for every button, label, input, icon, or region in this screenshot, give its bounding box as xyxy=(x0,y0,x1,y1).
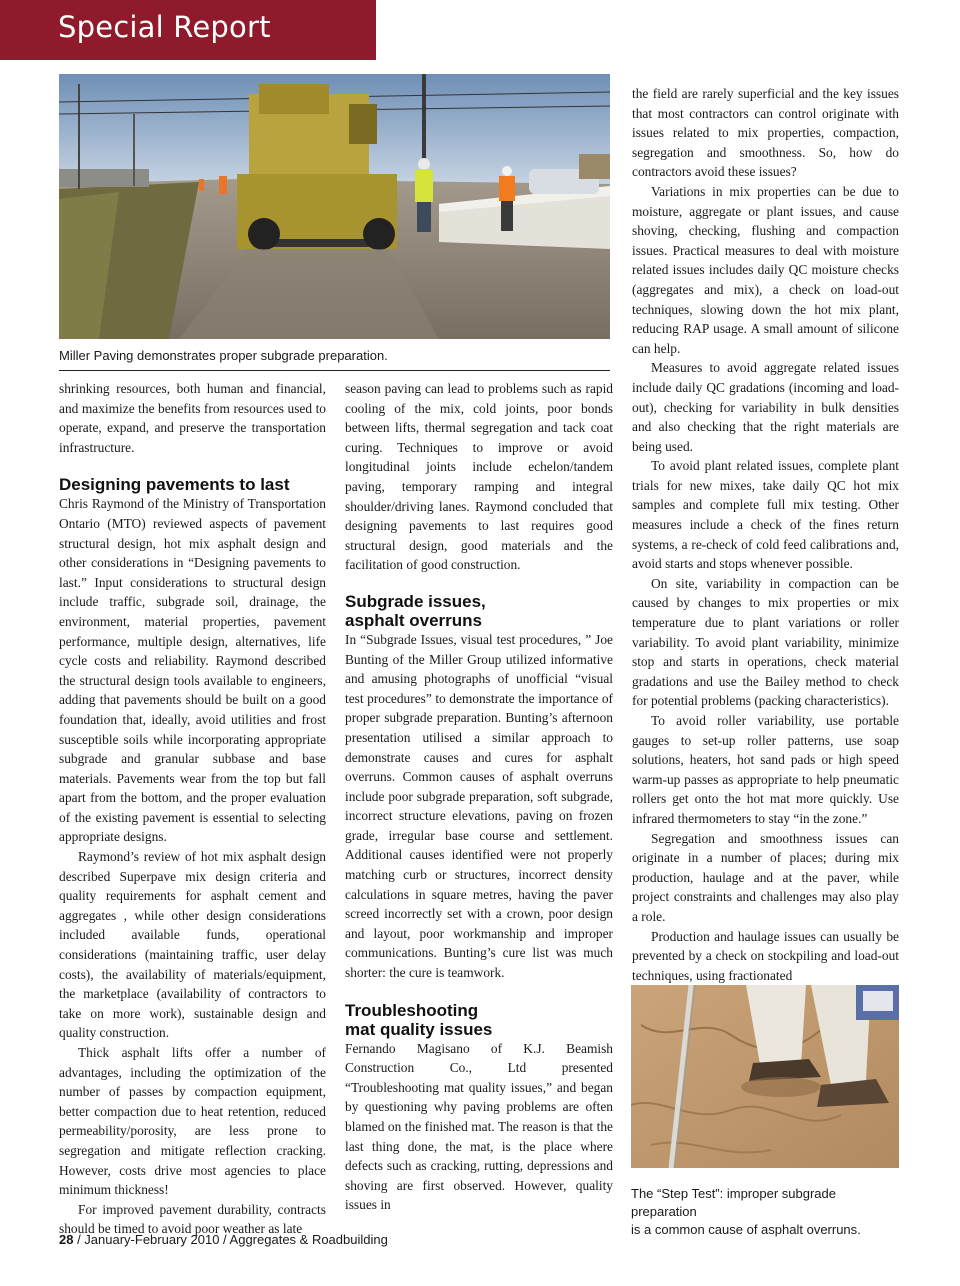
heading-line: Troubleshooting xyxy=(345,1000,479,1020)
caption-line: The “Step Test”: improper subgrade preparation xyxy=(631,1186,836,1219)
caption-divider xyxy=(59,370,610,371)
paragraph: the field are rarely superficial and the key issues that most contractors can control originate with issues related to mix properties, compaction, segregation and smoothness. So, how do contractors avoid these issues? xyxy=(632,86,899,180)
paragraph: To avoid roller variability, use portable gauges to set-up roller patterns, use soap solutions, heaters, hot sand pads or high speed warm-up passes as appropriate to help pneumatic rollers get onto the hot mat more quickly. Use infrared thermometers to stay “in the zone.” xyxy=(632,713,899,826)
heading-line: Subgrade issues, xyxy=(345,591,486,611)
section-label: Special Report xyxy=(58,10,271,44)
heading-line: mat quality issues xyxy=(345,1019,493,1039)
paving-photo-illustration xyxy=(59,74,610,339)
step-test-photo xyxy=(631,985,899,1168)
issue-info: / January-February 2010 / Aggregates & Roadbuilding xyxy=(73,1232,388,1247)
article-column-3 xyxy=(632,84,899,985)
article-column-1 xyxy=(59,379,326,1239)
paragraph: Measures to avoid aggregate related issues include daily QC gradations (incoming and load-out), checking for variability in bulk densities and also checking that the right materials are being used. xyxy=(632,360,899,454)
paragraph: Chris Raymond of the Ministry of Transportation Ontario (MTO) reviewed aspects of pavement structural design, hot mix asphalt design and other considerations in “Designing pavements to last.” Input considerations to structural design include traffic, subgrade soil, drainage, the environment, material properties, pavement performance, multiple design, alternatives, life cycle costs and reliability. Raymond described the structural design tools available to engineers, adding that pavements should be built on a good foundation that, ideally, avoid utilities and frost susceptible soils while incorporating appropriate subgrade and granular subbase and base materials. Pavements wear from the top but fall apart from the bottom, and the proper evaluation of the existing pavement is essential to selecting appropriate designs. xyxy=(59,496,326,845)
paragraph: In “Subgrade Issues, visual test procedures, ” Joe Bunting of the Miller Group utilized informative and amusing photographs of unofficial “visual test procedures” to demonstrate the importance of proper subgrade preparation. Bunting’s afternoon presentation utilised a similar approach to demonstrate causes and cures for asphalt overruns. Common causes of asphalt overruns include poor subgrade preparation, soft subgrade, incorrect structure elevations, paving on frozen grade, irregular base course and settlement. Additional causes identified were not properly matching curb or structures, incorrect density calculations in square metres, having the paver screed incorrectly set with a crown, poor design and layout, poor workmanship and improper communications. Bunting’s cure list was much shorter: the cure is teamwork. xyxy=(345,631,613,981)
paragraph: Variations in mix properties can be due to moisture, aggregate or plant issues, and cause shoving, checking, flushing and compaction issues. Practical measures to deal with moisture related issues includes daily QC moisture checks (aggregates and mix), a check on load-out techniques, slowing down the hot mix plant, reducing RAP usage. A small amount of silicone can help. xyxy=(632,183,899,356)
paragraph: Production and haulage issues can usually be prevented by a check on stockpiling and load-out techniques, using fractionated xyxy=(632,928,899,983)
paragraph: Raymond’s review of hot mix asphalt design described Superpave mix design criteria and quality requirements for asphalt cement and aggregates , while other design considerations included available funds, operational considerations (maintaining traffic, user delay costs), the availability of materials/equipment, the marketplace (availability of contractors to take on more work), sustainable design and quality construction. xyxy=(59,849,326,1041)
paragraph: season paving can lead to problems such as rapid cooling of the mix, cold joints, poor bonds between lifts, thermal segregation and tack coat curing. Techniques to improve or avoid longitudinal joints include echelon/tandem paving, temporary ramping and integral shoulder/driving lanes. Raymond concluded that designing pavements to last requires good structural design, good materials and the facilitation of good construction. xyxy=(345,381,613,573)
paragraph: Fernando Magisano of K.J. Beamish Construction Co., Ltd presented “Troubleshooting mat quality issues,” and began by questioning why paving problems are often blamed on the finished mat. The reason is that the last thing done, the mat, is the place where defects such as cracking, rutting, depressions and shoving are first observed. However, quality issues in xyxy=(345,1040,613,1213)
paving-photo xyxy=(59,74,610,339)
paragraph: For improved pavement durability, contracts should be timed to avoid poor weather as late xyxy=(59,1201,326,1237)
page-footer xyxy=(59,1232,388,1247)
heading-designing-pavements: Designing pavements to last xyxy=(59,475,290,495)
paragraph: Thick asphalt lifts offer a number of advantages, including the optimization of the number of passes by compaction equipment, better compaction due to heat retention, reduced permeability/porosity, are less prone to segregation and mitigate reflection cracking. However, costs drive most agencies to place minimum thickness! xyxy=(59,1045,326,1198)
step-test-illustration xyxy=(631,985,899,1168)
paragraph: On site, variability in compaction can be caused by changes to mix properties or mix temperature due to plant variations or roller variability. To avoid plant variability, minimize stop and starts in operations, check material gradations and use the Bailey method to check for potential problems (packing characteristics). xyxy=(632,575,899,709)
page-number: 28 xyxy=(59,1232,74,1247)
heading-troubleshooting xyxy=(345,1001,613,1039)
article-column-2 xyxy=(345,379,613,1215)
photo-caption-step-test xyxy=(631,1185,899,1239)
paragraph: Segregation and smoothness issues can originate in a number of places; during mix production, haulage and at the paver, while project constraints and challenges may also play a role. xyxy=(632,830,899,924)
paragraph: To avoid plant related issues, complete plant trials for new mixes, take daily QC hot mix samples and complete full mix testing. Other measures include a check of the fines return systems, a re-check of cold feed calibrations and, avoid starts and stops whenever possible. xyxy=(632,458,899,572)
photo-caption-paving: Miller Paving demonstrates proper subgrade preparation. xyxy=(59,348,388,363)
section-banner xyxy=(0,0,376,60)
paragraph: shrinking resources, both human and financial, and maximize the benefits from resources used to operate, expand, and preserve the transportation infrastructure. xyxy=(59,381,326,455)
caption-line: is a common cause of asphalt overruns. xyxy=(631,1222,861,1237)
heading-line: asphalt overruns xyxy=(345,610,482,630)
heading-subgrade-issues xyxy=(345,592,613,630)
